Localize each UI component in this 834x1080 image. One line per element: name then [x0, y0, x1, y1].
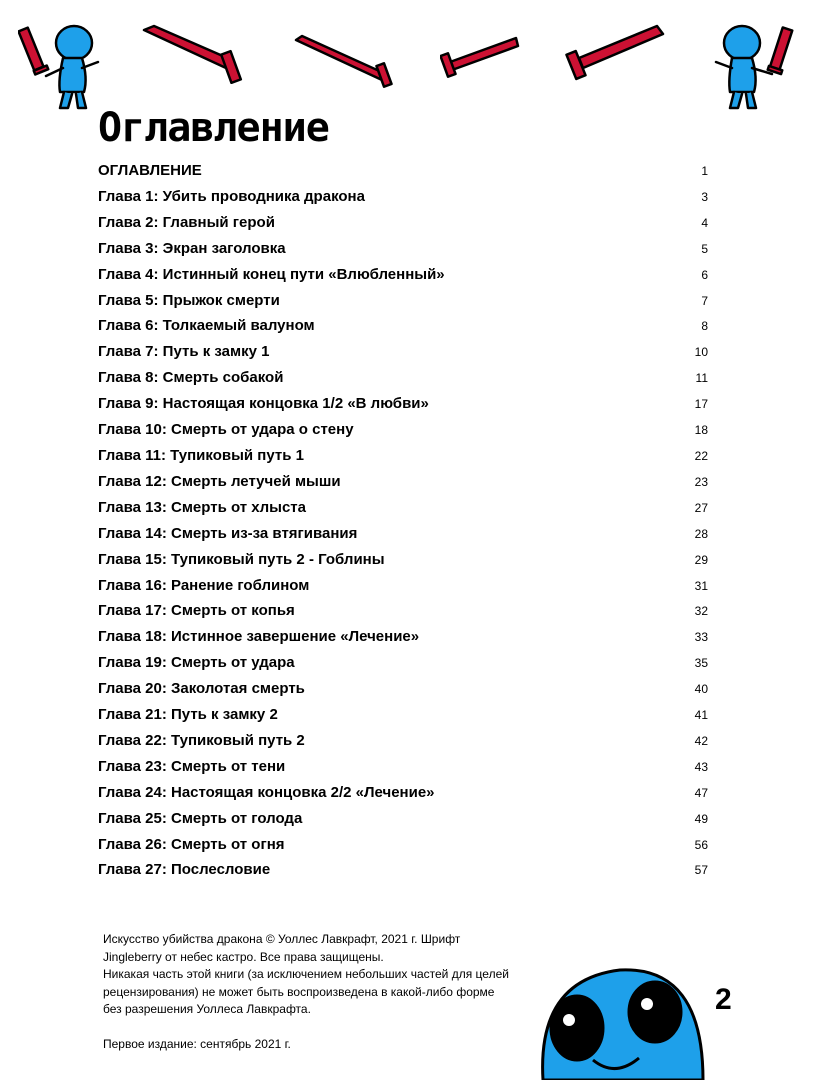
toc-entry-page: 22 [694, 448, 708, 463]
copyright-line: Никакая часть этой книги (за исключением небольших частей для целей [103, 967, 509, 981]
toc-entry[interactable] [98, 236, 708, 262]
toc-entry-title: Глава 11: Тупиковый путь 1 [98, 446, 304, 464]
toc-entry-title: Глава 21: Путь к замку 2 [98, 706, 278, 724]
toc-entry-title: Глава 12: Смерть летучей мыши [98, 472, 341, 490]
red-sword-icon-4 [565, 22, 667, 82]
copyright-line: без разрешения Уоллеса Лавкрафта. [103, 1002, 311, 1016]
toc-entry-title: Глава 15: Тупиковый путь 2 - Гоблины [98, 550, 385, 568]
red-sword-icon-1 [140, 22, 248, 84]
toc-entry-title: Глава 3: Экран заголовка [98, 239, 286, 257]
toc-entry-title: Глава 23: Смерть от тени [98, 757, 286, 775]
toc-entry[interactable] [98, 832, 708, 858]
edition-line: Первое издание: сентябрь 2021 г. [103, 1036, 291, 1051]
toc-entry-page: 10 [694, 345, 708, 360]
toc-entry-title: Глава 25: Смерть от голода [98, 809, 303, 827]
toc-entry[interactable] [98, 702, 708, 728]
toc-entry[interactable] [98, 547, 708, 573]
toc-entry-page: 41 [694, 708, 708, 723]
copyright-line: Jingleberry от небес кастро. Все права защищены. [103, 949, 384, 964]
toc-entry-title: Глава 27: Послесловие [98, 861, 271, 879]
toc-entry[interactable] [98, 365, 708, 391]
toc-entry-title: Глава 24: Настоящая концовка 2/2 «Лечение» [98, 783, 435, 801]
toc-entry[interactable] [98, 469, 708, 495]
toc-entry[interactable] [98, 262, 708, 288]
toc-entry-page: 27 [694, 500, 708, 515]
toc-entry-title: Глава 7: Путь к замку 1 [98, 343, 270, 361]
toc-entry-title: Глава 17: Смерть от копья [98, 602, 295, 620]
toc-entry-page: 47 [694, 785, 708, 800]
toc-entry[interactable] [98, 754, 708, 780]
toc-entry-title: ОГЛАВЛЕНИЕ [98, 162, 202, 179]
toc-entry-title: Глава 8: Смерть собакой [98, 369, 284, 387]
toc-entry-title: Глава 16: Ранение гоблином [98, 576, 310, 594]
toc-entry[interactable] [98, 598, 708, 624]
toc-entry-page: 49 [694, 811, 708, 826]
toc-entry-page: 35 [694, 656, 708, 671]
toc-entry-title: Глава 18: Истинное завершение «Лечение» [98, 628, 420, 646]
red-sword-icon-3 [440, 32, 522, 80]
red-sword-icon-2 [292, 30, 394, 88]
toc-entry[interactable] [98, 676, 708, 702]
toc-entry[interactable] [98, 728, 708, 754]
toc-entry-page: 29 [694, 552, 708, 567]
toc-entry-title: Глава 1: Убить проводника дракона [98, 187, 365, 205]
toc-entry[interactable] [98, 573, 708, 599]
toc-entry-title: Глава 20: Заколотая смерть [98, 680, 305, 698]
blue-blob-face-icon [535, 940, 710, 1080]
toc-entry[interactable] [98, 857, 708, 883]
toc-entry-title: Глава 13: Смерть от хлыста [98, 498, 306, 516]
toc-entry[interactable] [98, 339, 708, 365]
toc-entry[interactable] [98, 780, 708, 806]
toc-entry-title: Глава 4: Истинный конец пути «Влюбленный» [98, 265, 445, 283]
table-of-contents [98, 158, 708, 883]
toc-entry-page: 11 [695, 371, 708, 386]
toc-entry-page: 4 [701, 215, 708, 230]
toc-entry-page: 40 [694, 682, 708, 697]
toc-entry[interactable] [98, 313, 708, 339]
toc-entry-page: 57 [694, 863, 708, 878]
toc-entry-page: 18 [694, 423, 708, 438]
toc-entry-page: 56 [694, 837, 708, 852]
toc-entry[interactable] [98, 158, 708, 184]
toc-entry-page: 43 [694, 759, 708, 774]
toc-entry-page: 8 [701, 319, 708, 334]
toc-entry-page: 6 [701, 267, 708, 282]
toc-entry-page: 7 [701, 293, 708, 308]
toc-entry[interactable] [98, 806, 708, 832]
toc-entry-title: Глава 10: Смерть от удара о стену [98, 421, 354, 439]
toc-entry-page: 1 [701, 164, 708, 178]
toc-entry-title: Глава 19: Смерть от удара [98, 654, 295, 672]
toc-entry-title: Глава 9: Настоящая концовка 1/2 «В любви» [98, 395, 429, 413]
toc-entry[interactable] [98, 391, 708, 417]
toc-entry[interactable] [98, 288, 708, 314]
toc-entry-title: Глава 22: Тупиковый путь 2 [98, 731, 305, 749]
toc-entry[interactable] [98, 417, 708, 443]
toc-entry[interactable] [98, 521, 708, 547]
toc-entry[interactable] [98, 650, 708, 676]
toc-entry[interactable] [98, 624, 708, 650]
toc-entry-title: Глава 26: Смерть от огня [98, 835, 285, 853]
toc-entry-page: 5 [701, 241, 708, 256]
toc-entry-page: 32 [694, 604, 708, 619]
toc-entry-title: Глава 2: Главный герой [98, 213, 275, 231]
toc-entry[interactable] [98, 210, 708, 236]
blue-knight-icon-right [712, 20, 797, 112]
copyright-line: рецензирования) не может быть воспроизведена в какой-либо форме [103, 984, 495, 999]
toc-entry[interactable] [98, 443, 708, 469]
toc-entry-title: Глава 6: Толкаемый валуном [98, 317, 315, 335]
blue-knight-icon-left [18, 20, 103, 112]
toc-entry[interactable] [98, 184, 708, 210]
page-number: 2 [715, 983, 732, 1016]
toc-entry-title: Глава 14: Смерть из-за втягивания [98, 524, 358, 542]
toc-entry-page: 28 [694, 526, 708, 541]
toc-entry-page: 42 [694, 733, 708, 748]
toc-entry-title: Глава 5: Прыжок смерти [98, 291, 280, 309]
toc-entry-page: 33 [694, 630, 708, 645]
copyright-notice [103, 931, 543, 1053]
copyright-line: Искусство убийства дракона © Уоллес Лавкрафт, 2021 г. Шрифт [103, 932, 461, 946]
page-title: Оглавление [98, 105, 329, 151]
toc-entry[interactable] [98, 495, 708, 521]
toc-entry-page: 3 [701, 189, 708, 204]
toc-entry-page: 23 [694, 474, 708, 489]
toc-entry-page: 17 [694, 397, 708, 412]
toc-entry-page: 31 [694, 578, 708, 593]
